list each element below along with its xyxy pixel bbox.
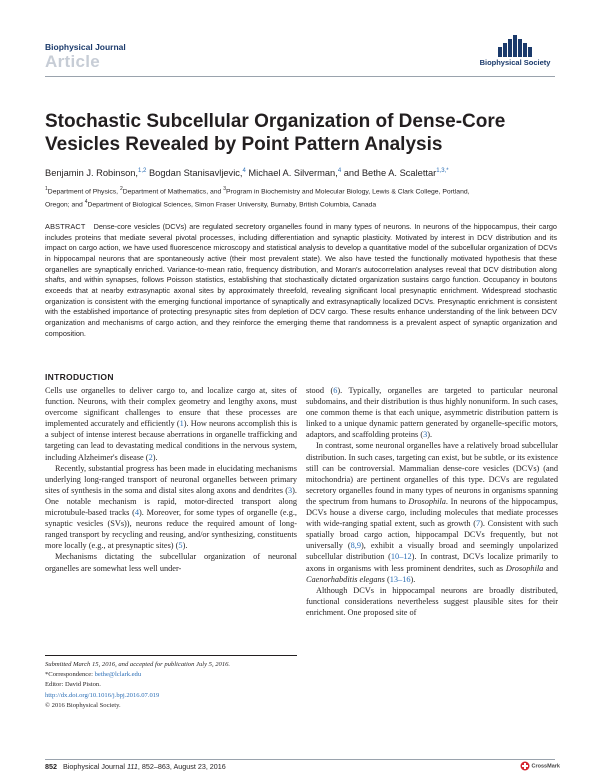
citation-link[interactable]: 4 <box>134 508 140 518</box>
affil-sup: 1 <box>45 186 48 192</box>
body-column-left <box>45 385 297 574</box>
copyright: © 2016 Biophysical Society. <box>45 701 121 709</box>
author-list <box>45 168 565 178</box>
footer-volume: 111 <box>126 762 138 771</box>
correspondence: *Correspondence: bethe@lclark.edu <box>45 671 142 679</box>
abstract-label: ABSTRACT <box>45 222 86 231</box>
abstract <box>45 222 557 339</box>
abstract-text: Dense-core vesicles (DCVs) are regulated secretory organelles found in many types of neurons. In neurons of the hippocampus, their cargo includes proteins that mediate several pivotal processes, including differentiation and synaptic plasticity. Motivated by interest in DCV distribution and its impact on cargo action, we have used fluorescence microscopy and statistical analysis to develop a quantitative model of the subcellular organization of DCVs in hippocampal neurons that are spontaneously active (their most prevalent state). We also have tested the functionally motivated hypothesis that these organelles are synaptically enriched. Variance-to-mean ratio, frequency distribution, and Moran's autocorrelation analyses reveal that DCV distribution along shafts, and within synapses, follows Poisson statistics, establishing that stochastically dictated organization sustains cargo function. Occupancy in boutons exceeds that at nearby extrasynaptic axonal sites by approximately threefold, revealing significant local presynaptic enrichment. Widespread stochastic organization is consistent with the emerging functional importance of synaptically and extrasynaptically localized DCVs. Presynaptic enrichment is consistent with the established importance of protecting presynaptic sites from depletion of DCV cargo. These results enhance understanding of the link between DCV organization and mechanisms of cargo action, and they reinforce the emerging theme that randomness is a prevalent aspect of synaptic organization and composition. <box>45 222 557 338</box>
submission-dates: Submitted March 15, 2016, and accepted for publication July 5, 2016. <box>45 661 231 668</box>
footnotes <box>45 660 297 711</box>
doi-link[interactable]: http://dx.doi.org/10.1016/j.bpj.2016.07.019 <box>45 691 160 699</box>
crossmark-icon <box>520 761 530 771</box>
society-emblem-icon <box>498 33 532 57</box>
header-rule <box>45 76 555 77</box>
author: Michael A. Silverman, <box>245 168 338 179</box>
page-number: 852 <box>45 762 57 771</box>
footer-journal: Biophysical Journal <box>63 762 127 771</box>
paragraph: Although DCVs in hippocampal neurons are broadly distributed, functional considerations nevertheless suggest plausible sites for their enrichment. One proposed site of <box>306 585 558 617</box>
affiliations <box>45 184 565 211</box>
author-affil-sup: 1,2 <box>138 168 147 174</box>
section-heading-introduction: INTRODUCTION <box>45 372 114 382</box>
affiliation-text: Department of Mathematics, and <box>122 188 224 196</box>
affiliation-text: Department of Biological Sciences, Simon Fraser University, Burnaby, British Columbia, Canada <box>87 201 377 209</box>
paragraph: stood (6). Typically, organelles are targeted to particular neuronal subdomains, and their distribution is thus highly nonuniform. In such cases, one common theme is that each unique, asymmetric distribution pattern is linked to a unique dynamic pattern generated by organelle-specific motors, adaptors, and scaffolding proteins (3). <box>306 386 558 440</box>
footer-rule <box>45 759 555 760</box>
paragraph: In contrast, some neuronal organelles have a relatively broad subcellular distribution. In such cases, targeting can exist, but be subtle, or its existence still can be controversial. Mammalian dense-core vesicles (DCVs) (and mitochondria) are pertinent organelles of this type. DCVs are regulated secretory organelles found in many types of neurons in organisms spanning the spectrum from humans to Drosophila. In neurons of the hippocampus, DCVs house a diverse cargo, including molecules that mediate processes with wide-ranging spatial extent, such as growth (7). Consistent with such spatially broad cargo action, hippocampal DCVs frequently, but not universally (8,9), exhibit a visually broad and seemingly unpolarized subcellular distribution (10–12). In contrast, DCVs localize primarily to axons in organisms with less prominent dendrites, such as Drosophila and Caenorhabditis elegans (13–16). <box>306 441 558 584</box>
citation-link[interactable]: 6 <box>333 386 338 395</box>
body-column-right <box>306 385 558 618</box>
journal-name: Biophysical Journal <box>45 42 126 52</box>
author: Benjamin J. Robinson, <box>45 168 139 179</box>
author-affil-sup: 1,3,* <box>436 168 449 174</box>
paragraph: Mechanisms dictating the subcellular organization of neuronal organelles are somewhat less well under- <box>45 552 297 573</box>
correspondence-email-link[interactable]: bethe@lclark.edu <box>94 671 142 679</box>
crossmark-label: CrossMark <box>531 763 560 770</box>
citation-link[interactable]: 8,9 <box>350 541 362 551</box>
page-footer <box>45 762 226 771</box>
citation-link[interactable]: 10–12 <box>390 552 412 562</box>
author-affil-sup: 4 <box>242 168 246 174</box>
citation-link[interactable]: 5 <box>178 541 183 551</box>
author-affil-sup: 4 <box>337 168 342 174</box>
editor-note: Editor: David Piston. <box>45 681 101 689</box>
affiliation-text: Department of Physics, <box>47 188 120 196</box>
crossmark-badge[interactable] <box>520 761 560 771</box>
affil-sup: 2 <box>119 186 123 192</box>
citation-link[interactable]: 3 <box>423 430 428 440</box>
citation-link[interactable]: 1 <box>179 419 184 429</box>
citation-link[interactable]: 7 <box>476 519 481 529</box>
citation-link[interactable]: 13–16 <box>389 574 411 584</box>
article-type-label: Article <box>45 52 101 71</box>
paragraph: Recently, substantial progress has been made in elucidating mechanisms underlying long-ranged transport of neuronal organelles between primary sites of synthesis in the soma and distal sites along axons and dendrites (3). One notable mechanism is rapid, motor-directed transport along microtubule-based tracks (4). Moreover, for some types of organelle (e.g., synaptic vesicles (SVs)), neurons reduce the required amount of long-ranged transport by recycling and reusing, and/or synthesizing, constituents more locally (e.g., at presynaptic sites) (5). <box>45 463 297 551</box>
affiliation-text: Oregon; and <box>45 201 85 209</box>
affil-sup: 3 <box>223 186 226 192</box>
author: Bogdan Stanisavljevic, <box>146 168 243 179</box>
citation-link[interactable]: 2 <box>148 452 153 462</box>
paragraph: Cells use organelles to deliver cargo to, and localize cargo at, sites of function. Neurons, with their complex geometry and lengthy axons, must overcome significant challenges to ensure that these processes are implemented accurately and efficiently (1). How neurons accomplish this is a subject of intense interest because aberrations in organelle trafficking and targeting can lead to devastating medical conditions in the nervous system, including Alzheimer's disease (2). <box>45 386 297 462</box>
affil-sup: 4 <box>84 199 88 206</box>
article-title: Stochastic Subcellular Organization of Dense-Core Vesicles Revealed by Point Pattern Analysis <box>45 111 506 155</box>
footer-pages-date: , 852–863, August 23, 2016 <box>137 762 226 771</box>
footnote-rule <box>45 655 297 656</box>
biophysical-society-logo <box>470 33 560 73</box>
citation-link[interactable]: 3 <box>288 485 293 495</box>
author: and Bethe A. Scalettar <box>341 168 437 179</box>
affiliation-text: Program in Biochemistry and Molecular Biology, Lewis & Clark College, Portland, <box>226 188 470 196</box>
society-name: Biophysical Society <box>479 58 551 67</box>
